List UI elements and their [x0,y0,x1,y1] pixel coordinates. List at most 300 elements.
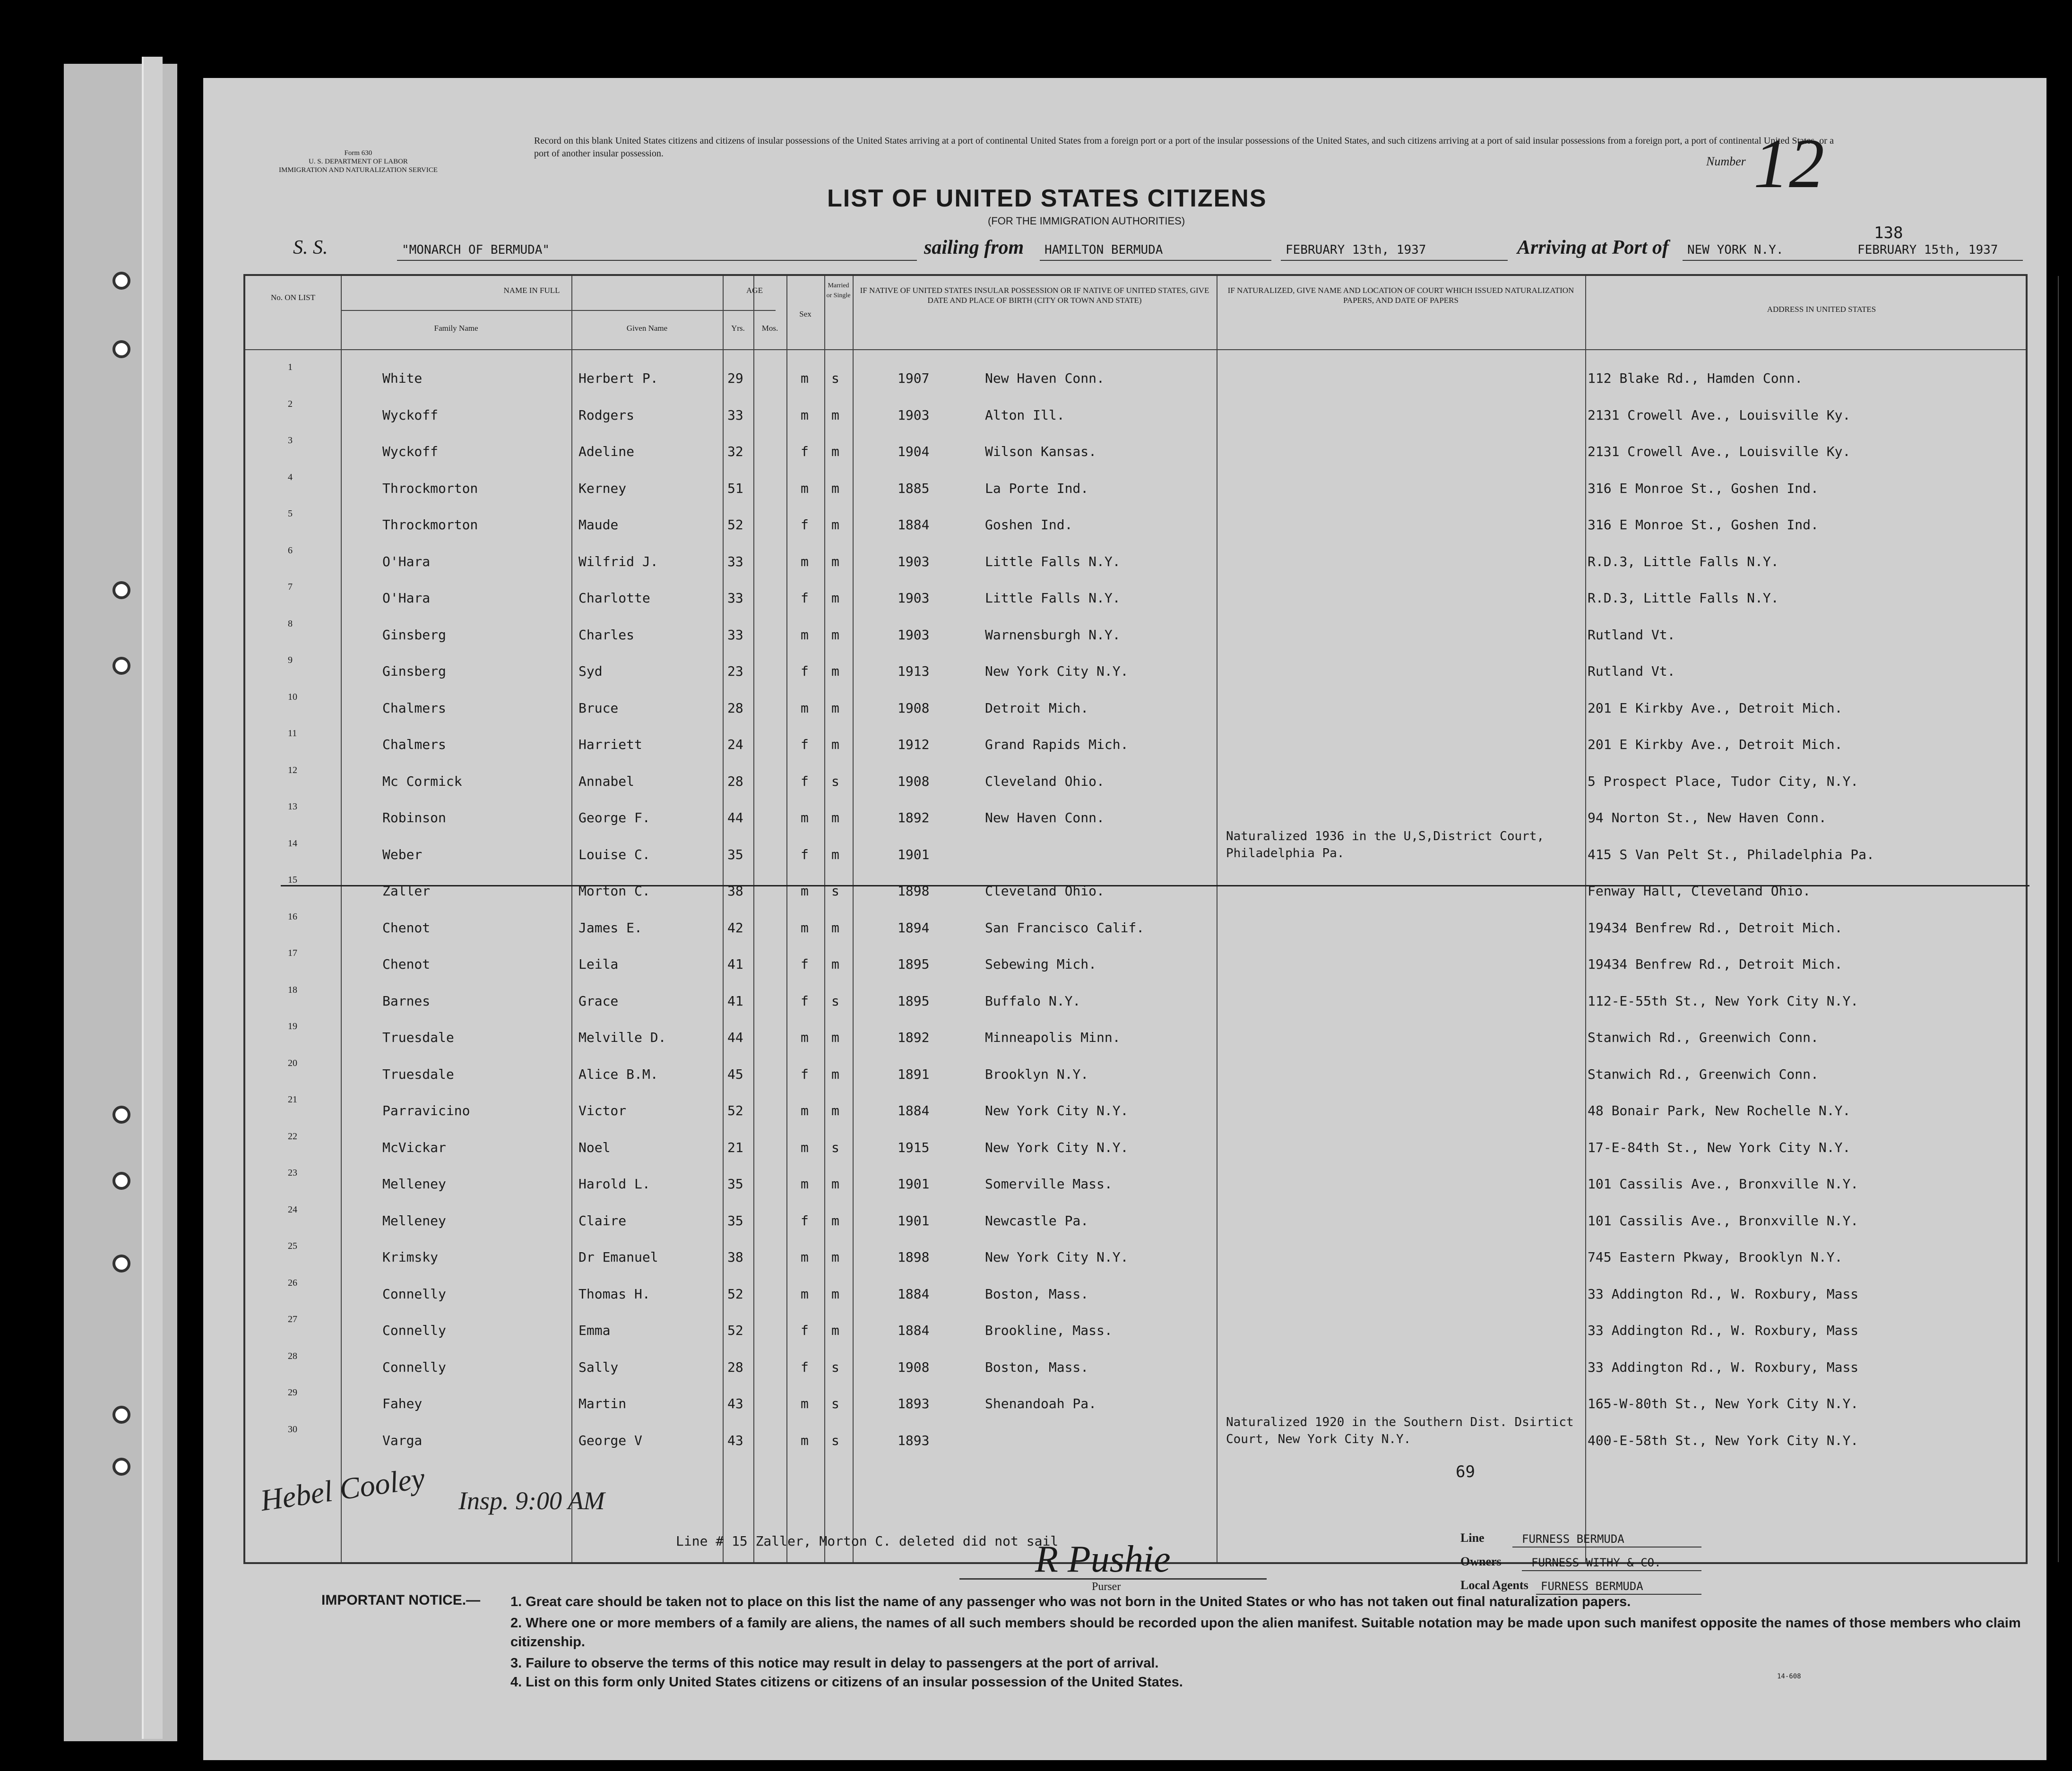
cell-sex: m [801,1286,809,1302]
cell-addr: 48 Bonair Park, New Rochelle N.Y. [1588,1103,1851,1118]
cell-place: Minneapolis Minn. [985,1030,1121,1045]
cell-age: 44 [727,810,743,825]
cell-year: 1892 [898,810,930,825]
cell-age: 33 [727,590,743,606]
cell-given: Leila [578,956,619,972]
header-birth-info: IF NATIVE OF UNITED STATES INSULAR POSSESSION OR IF NATIVE OF UNITED STATES, GIVE DATE AND PLACE OF BIRTH (CITY OR TOWN AND STATE) [860,286,1209,305]
local-agents-value: FURNESS BERMUDA [1541,1580,1643,1593]
cell-age: 35 [727,1176,743,1192]
binder-hole [112,340,130,358]
binder-hole [112,1255,130,1272]
row-number: 25 [288,1241,297,1251]
cell-age: 38 [727,1249,743,1265]
cell-age: 52 [727,1323,743,1338]
cell-age: 38 [727,883,743,899]
cell-addr: 2131 Crowell Ave., Louisville Ky. [1588,407,1851,423]
binder-hole [112,1406,130,1424]
cell-place: Shenandoah Pa. [985,1396,1097,1411]
cell-place: Detroit Mich. [985,700,1089,716]
cell-place: Alton Ill. [985,407,1065,423]
cell-ms: m [831,1249,839,1265]
cell-sex: m [801,370,809,386]
cell-sex: f [801,663,809,679]
cell-sex: m [801,1432,809,1448]
cell-sex: m [801,407,809,423]
cell-addr: 17-E-84th St., New York City N.Y. [1588,1139,1851,1155]
row-number: 17 [288,948,297,958]
cell-sex: m [801,1176,809,1192]
row-number: 22 [288,1131,297,1142]
binder-hole [112,657,130,675]
page-title: LIST OF UNITED STATES CITIZENS [827,185,1267,212]
cell-year: 1885 [898,480,930,496]
header-address: ADDRESS IN UNITED STATES [1767,305,1876,314]
notice-title: IMPORTANT NOTICE.— [321,1592,481,1608]
cell-addr: 415 S Van Pelt St., Philadelphia Pa. [1588,846,1874,862]
cell-sex: m [801,1396,809,1411]
row-number: 14 [288,838,297,849]
cell-sex: f [801,737,809,752]
cell-age: 44 [727,1030,743,1045]
cell-given: Alice B.M. [578,1066,658,1082]
cell-year: 1893 [898,1432,930,1448]
cell-addr: 2131 Crowell Ave., Louisville Ky. [1588,444,1851,459]
cell-sex: f [801,846,809,862]
cell-place: New York City N.Y. [985,1249,1129,1265]
cell-family: McVickar [382,1139,446,1155]
binder-hole [112,581,130,599]
cell-sex: m [801,1139,809,1155]
cell-year: 1912 [898,737,930,752]
cell-age: 43 [727,1432,743,1448]
cell-addr: 400-E-58th St., New York City N.Y. [1588,1432,1859,1448]
cell-ms: s [831,1432,839,1448]
department-name: U. S. DEPARTMENT OF LABOR [308,158,408,165]
cell-family: Robinson [382,810,446,825]
cell-place: La Porte Ind. [985,480,1089,496]
cell-addr: 745 Eastern Pkway, Brooklyn N.Y. [1588,1249,1843,1265]
cell-family: Chenot [382,956,431,972]
cell-ms: m [831,846,839,862]
cell-family: Zaller [382,883,431,899]
cell-given: Harriett [578,737,642,752]
cell-age: 32 [727,444,743,459]
cell-given: Syd [578,663,603,679]
cell-family: Throckmorton [382,480,478,496]
cell-ms: m [831,444,839,459]
cell-sex: f [801,590,809,606]
cell-sex: f [801,1359,809,1375]
cell-age: 28 [727,773,743,789]
cell-year: 1908 [898,700,930,716]
cell-family: Truesdale [382,1066,454,1082]
row-number: 26 [288,1277,297,1288]
cell-family: Ginsberg [382,627,446,643]
cell-family: Chalmers [382,737,446,752]
row-number: 6 [288,545,293,556]
cell-addr: Rutland Vt. [1588,627,1675,643]
row-number: 24 [288,1204,297,1215]
cell-sex: f [801,773,809,789]
cell-addr: R.D.3, Little Falls N.Y. [1588,553,1779,569]
line-value: FURNESS BERMUDA [1522,1532,1624,1546]
local-agents-label: Local Agents [1460,1578,1528,1592]
cell-age: 51 [727,480,743,496]
cell-ms: m [831,920,839,936]
cell-ms: m [831,627,839,643]
cell-year: 1884 [898,1323,930,1338]
cell-age: 21 [727,1139,743,1155]
cell-ms: m [831,1176,839,1192]
cell-year: 1903 [898,553,930,569]
cell-year: 1908 [898,1359,930,1375]
cell-sex: f [801,1323,809,1338]
cell-given: Morton C. [578,883,650,899]
cell-ms: s [831,1139,839,1155]
cell-age: 45 [727,1066,743,1082]
row-number: 29 [288,1387,297,1398]
cell-age: 41 [727,993,743,1009]
cell-family: Weber [382,846,423,862]
cell-given: Louise C. [578,846,650,862]
cell-year: 1903 [898,627,930,643]
cell-addr: 33 Addington Rd., W. Roxbury, Mass [1588,1323,1859,1338]
cell-age: 28 [727,1359,743,1375]
header-no-on-list: No. ON LIST [271,293,315,302]
cell-ms: m [831,956,839,972]
row-number: 3 [288,435,293,446]
strike-through-line [281,885,2029,886]
cell-place: Boston, Mass. [985,1359,1089,1375]
cell-family: Melleney [382,1176,446,1192]
row-number: 4 [288,472,293,482]
binder-hole [112,1172,130,1190]
cell-family: Connelly [382,1286,446,1302]
cell-addr: 201 E Kirkby Ave., Detroit Mich. [1588,700,1843,716]
cell-given: Emma [578,1323,611,1338]
cell-sex: f [801,1066,809,1082]
cell-addr: Fenway Hall, Cleveland Ohio. [1588,883,1811,899]
cell-age: 52 [727,1103,743,1118]
cell-sex: f [801,993,809,1009]
cell-ms: m [831,553,839,569]
cell-place: Little Falls N.Y. [985,553,1121,569]
binder-hole [112,1458,130,1476]
row-number: 11 [288,728,297,739]
cell-family: Barnes [382,993,431,1009]
cell-place: Grand Rapids Mich. [985,737,1129,752]
cell-family: Truesdale [382,1030,454,1045]
row-number: 13 [288,801,297,812]
cell-family: Varga [382,1432,423,1448]
cell-year: 1894 [898,920,930,936]
cell-ms: s [831,370,839,386]
cell-given: Thomas H. [578,1286,650,1302]
ship-info-line [293,236,2018,265]
cell-addr: 316 E Monroe St., Goshen Ind. [1588,480,1819,496]
cell-family: White [382,370,423,386]
purser-signature: R Pushie [1035,1539,1171,1580]
vessel-name: "MONARCH OF BERMUDA" [402,243,550,257]
cell-given: Grace [578,993,619,1009]
cell-addr: R.D.3, Little Falls N.Y. [1588,590,1779,606]
row-number: 2 [288,398,293,409]
notice-2: 2. Where one or more members of a family are aliens, the names of all such members should be recorded upon the alien manifest. Suitable notation may be made upon such manifest opposite the names of those members who claim citizenship. [510,1616,2021,1650]
cell-place: New York City N.Y. [985,1103,1129,1118]
form-identifier [279,149,438,174]
purser-label: Purser [1092,1581,1121,1593]
cell-sex: m [801,920,809,936]
cell-age: 52 [727,517,743,533]
page-number: 138 [1874,224,1903,242]
cell-year: 1895 [898,993,930,1009]
cell-year: 1913 [898,663,930,679]
cell-given: Harold L. [578,1176,650,1192]
cell-given: Charles [578,627,635,643]
cell-year: 1903 [898,590,930,606]
row-number: 7 [288,582,293,592]
arriving-label: Arriving at Port of [1517,237,1669,258]
cell-place: New York City N.Y. [985,663,1129,679]
cell-ms: m [831,810,839,825]
cell-given: Charlotte [578,590,650,606]
cell-given: Bruce [578,700,619,716]
cell-sex: f [801,517,809,533]
cell-year: 1884 [898,1103,930,1118]
cell-ms: m [831,1103,839,1118]
cell-ms: s [831,1396,839,1411]
cell-ms: m [831,480,839,496]
cell-year: 1884 [898,517,930,533]
cell-place: New Haven Conn. [985,810,1105,825]
cell-given: Victor [578,1103,627,1118]
cell-place: Little Falls N.Y. [985,590,1121,606]
cell-age: 42 [727,920,743,936]
notice-3: 3. Failure to observe the terms of this notice may result in delay to passengers at the port of arrival. [510,1656,1159,1671]
cell-addr: 165-W-80th St., New York City N.Y. [1588,1396,1859,1411]
cell-given: Kerney [578,480,627,496]
header-family-name: Family Name [434,324,478,333]
cell-family: Fahey [382,1396,423,1411]
cell-ms: m [831,1030,839,1045]
cell-place: Brooklyn N.Y. [985,1066,1089,1082]
cell-age: 23 [727,663,743,679]
cell-sex: m [801,553,809,569]
cell-place: Cleveland Ohio. [985,773,1105,789]
cell-given: Noel [578,1139,611,1155]
cell-year: 1895 [898,956,930,972]
header-naturalization: IF NATURALIZED, GIVE NAME AND LOCATION OF COURT WHICH ISSUED NATURALIZATION PAPERS, AND DATE OF PAPERS [1227,286,1574,305]
cell-addr: Rutland Vt. [1588,663,1675,679]
departure-date: FEBRUARY 13th, 1937 [1286,243,1426,257]
cell-place: Cleveland Ohio. [985,883,1105,899]
cell-given: Rodgers [578,407,635,423]
row-number: 15 [288,875,297,885]
cell-age: 41 [727,956,743,972]
cell-ms: s [831,883,839,899]
cell-addr: 94 Norton St., New Haven Conn. [1588,810,1827,825]
cell-age: 24 [727,737,743,752]
cell-ms: m [831,517,839,533]
cell-year: 1901 [898,1176,930,1192]
row-number: 16 [288,911,297,922]
cell-given: Sally [578,1359,619,1375]
cell-place: Wilson Kansas. [985,444,1097,459]
cell-family: Krimsky [382,1249,439,1265]
arrival-date: FEBRUARY 15th, 1937 [1857,243,1998,257]
binder-hole [112,1106,130,1124]
binder-hole [112,272,130,290]
page-subtitle: (FOR THE IMMIGRATION AUTHORITIES) [988,215,1185,227]
row-number: 10 [288,691,297,702]
manifest-sheet [203,78,2046,1760]
sailing-from-label: sailing from [924,237,1024,258]
cell-place: Sebewing Mich. [985,956,1097,972]
cell-ms: m [831,1286,839,1302]
cell-sex: m [801,883,809,899]
cell-addr: 112-E-55th St., New York City N.Y. [1588,993,1859,1009]
cell-given: Wilfrid J. [578,553,658,569]
cell-ms: m [831,663,839,679]
cell-place: Newcastle Pa. [985,1212,1089,1229]
owners-value: FURNESS WITHY & CO. [1531,1556,1661,1569]
header-married-single: Married or Single [826,282,851,299]
row-number: 19 [288,1021,297,1032]
header-sex: Sex [799,309,812,318]
cell-addr: Stanwich Rd., Greenwich Conn. [1588,1030,1819,1045]
cell-sex: m [801,700,809,716]
cell-sex: f [801,956,809,972]
cell-sex: f [801,1212,809,1229]
cell-addr: 19434 Benfrew Rd., Detroit Mich. [1588,920,1843,936]
row-number: 21 [288,1094,297,1105]
cell-year: 1903 [898,407,930,423]
cell-age: 33 [727,627,743,643]
row-number: 28 [288,1350,297,1361]
cell-year: 1904 [898,444,930,459]
number-label: Number [1706,155,1746,168]
cell-ms: m [831,1212,839,1229]
purser-line [959,1578,1267,1580]
cell-year: 1893 [898,1396,930,1411]
cell-year: 1898 [898,883,930,899]
cell-age: 28 [727,700,743,716]
cell-family: Chenot [382,920,431,936]
print-code: 14-608 [1777,1673,1801,1680]
cell-year: 1898 [898,1249,930,1265]
cell-addr: Stanwich Rd., Greenwich Conn. [1588,1066,1819,1082]
cell-given: Melville D. [578,1030,666,1045]
cell-given: Claire [578,1212,627,1229]
deletion-note: Line # 15 Zaller, Morton C. deleted did not sail [676,1533,1059,1549]
annotation-69: 69 [1456,1462,1475,1481]
notice-1: 1. Great care should be taken not to place on this list the name of any passenger who was not born in the United States or who has not taken out final naturalization papers. [510,1594,1631,1609]
arrival-port: NEW YORK N.Y. [1687,243,1784,257]
cell-sex: m [801,1030,809,1045]
cell-sex: m [801,1103,809,1118]
cell-sex: m [801,810,809,825]
header-given-name: Given Name [626,324,668,333]
cell-place: Somerville Mass. [985,1176,1113,1192]
cell-addr: 316 E Monroe St., Goshen Ind. [1588,517,1819,533]
cell-given: Annabel [578,773,635,789]
cell-sex: f [801,444,809,459]
cell-sex: m [801,480,809,496]
cell-family: Mc Cormick [382,773,462,789]
cell-addr: 101 Cassilis Ave., Bronxville N.Y. [1588,1212,1859,1229]
owners-label: Owners [1460,1555,1502,1568]
cell-age: 33 [727,553,743,569]
line-label: Line [1460,1531,1485,1545]
cell-age: 43 [727,1396,743,1411]
row-number: 9 [288,655,293,665]
cell-place: Warnensburgh N.Y. [985,627,1121,643]
row-number: 27 [288,1314,297,1324]
row-number: 8 [288,618,293,629]
record-instructions: Record on this blank United States citizens and citizens of insular possessions of the United States arriving at a port of continental United States from a foreign port or a port of the insular possessions of the United States, and such citizens arriving at a port of said insular possessions from a foreign port, a port of continental United States, or a port of another insular possession. [534,136,1834,159]
cell-family: O'Hara [382,590,431,606]
inspector-signature: Hebel Cooley [258,1461,427,1518]
cell-ms: s [831,773,839,789]
header-name-in-full: NAME IN FULL [503,286,560,295]
cell-family: Wyckoff [382,407,439,423]
cell-year: 1907 [898,370,930,386]
cell-addr: 33 Addington Rd., W. Roxbury, Mass [1588,1359,1859,1375]
header-age: AGE [746,286,763,295]
row-number: 5 [288,508,293,519]
form-number: Form 630 [344,149,372,157]
cell-age: 35 [727,1212,743,1229]
cell-family: Ginsberg [382,663,446,679]
cell-age: 33 [727,407,743,423]
cell-given: Martin [578,1396,627,1411]
cell-family: Parravicino [382,1103,470,1118]
header-months: Mos. [761,324,778,333]
cell-year: 1884 [898,1286,930,1302]
cell-place: San Francisco Calif. [985,920,1145,936]
cell-naturalization: Naturalized 1936 in the U,S,District Court, Philadelphia Pa. [1226,829,1545,860]
inspection-time: Insp. 9:00 AM [458,1487,605,1515]
notice-4: 4. List on this form only United States citizens or citizens of an insular possession of the United States. [510,1675,1183,1690]
row-number: 23 [288,1168,297,1178]
cell-sex: m [801,627,809,643]
row-number: 20 [288,1057,297,1068]
cell-given: James E. [578,920,642,936]
cell-given: Maude [578,517,619,533]
cell-sex: m [801,1249,809,1265]
cell-given: Adeline [578,444,635,459]
cell-addr: 5 Prospect Place, Tudor City, N.Y. [1588,773,1859,789]
cell-addr: 112 Blake Rd., Hamden Conn. [1588,370,1803,386]
cell-ms: m [831,1066,839,1082]
service-name: IMMIGRATION AND NATURALIZATION SERVICE [279,166,438,174]
binder-strip [142,57,163,1739]
cell-year: 1908 [898,773,930,789]
row-number: 12 [288,765,297,775]
cell-ms: m [831,1323,839,1338]
cell-family: Connelly [382,1323,446,1338]
cell-age: 52 [727,1286,743,1302]
cell-ms: s [831,993,839,1009]
row-number: 30 [288,1424,297,1435]
cell-year: 1915 [898,1139,930,1155]
header-years: Yrs. [731,324,745,333]
cell-family: Throckmorton [382,517,478,533]
cell-ms: s [831,1359,839,1375]
cell-place: New York City N.Y. [985,1139,1129,1155]
cell-age: 35 [727,846,743,862]
row-number: 18 [288,984,297,995]
